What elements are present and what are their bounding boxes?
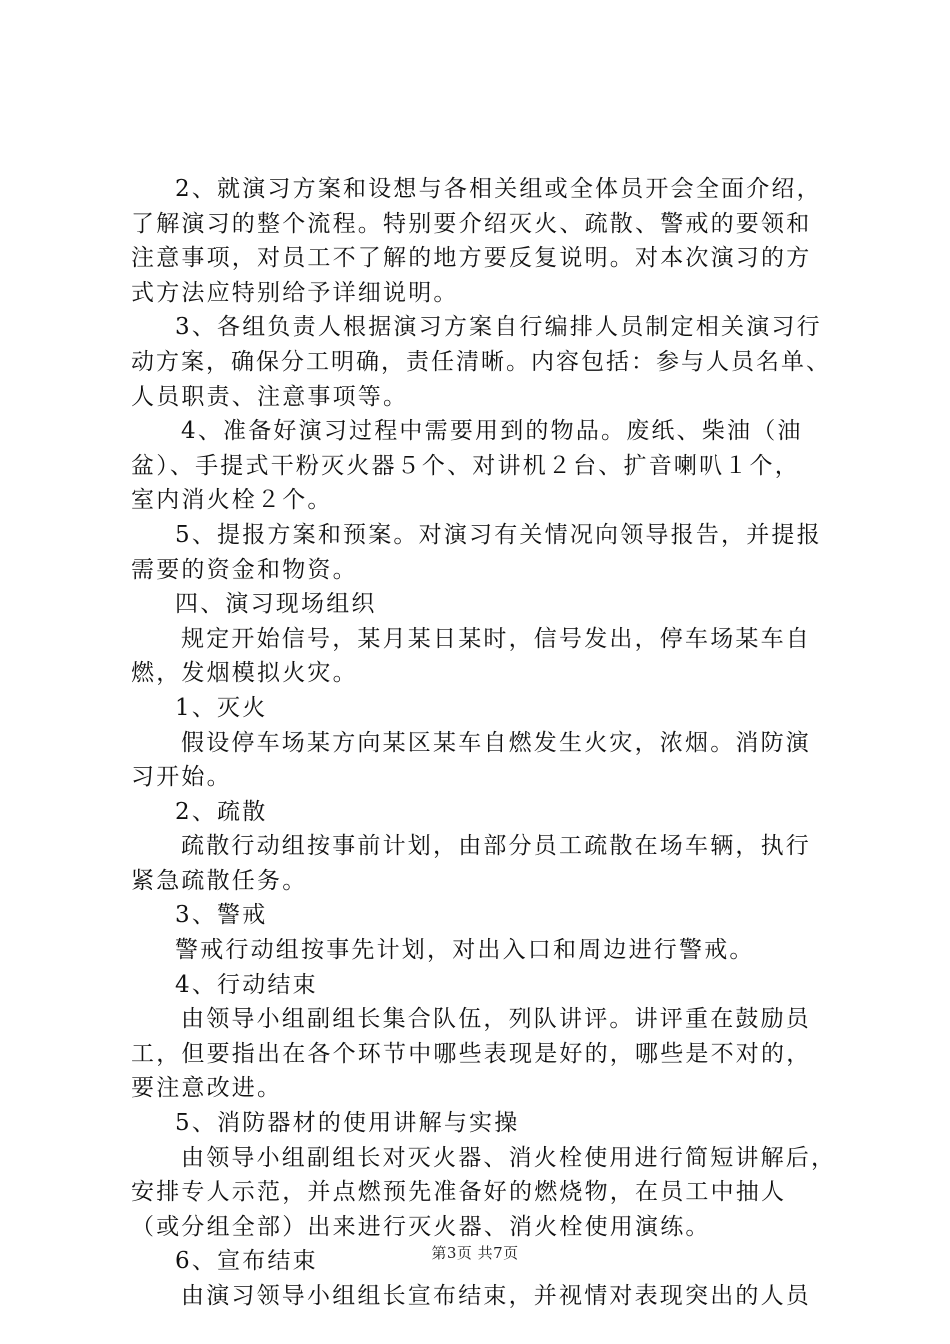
text-line: 3、各组负责人根据演习方案自行编排人员制定相关演习行 xyxy=(175,314,822,341)
text-line: 4、行动结束 xyxy=(175,971,318,998)
text-line: 警戒行动组按事先计划，对出入口和周边进行警戒。 xyxy=(175,937,755,964)
text-line: 5、提报方案和预案。对演习有关情况向领导报告，并提报 xyxy=(175,521,822,548)
text-line: 盆）、手提式干粉灭火器５个、对讲机２台、扩音喇叭１个， xyxy=(131,452,800,479)
page-footer: 第3页 共7页 xyxy=(431,1244,519,1262)
text-line: 2、就演习方案和设想与各相关组或全体员开会全面介绍， xyxy=(175,176,822,202)
text-line: 燃，发烟模拟火灾。 xyxy=(131,660,358,687)
text-line: 工，但要指出在各个环节中哪些表现是好的，哪些是不对的， xyxy=(131,1040,812,1067)
text-line: 了解演习的整个流程。特别要介绍灭火、疏散、警戒的要领和 xyxy=(131,210,812,237)
text-line: 习开始。 xyxy=(131,764,232,791)
text-line: 由演习领导小组组长宣布结束，并视情对表现突出的人员 xyxy=(181,1283,811,1309)
text-line: 4、准备好演习过程中需要用到的物品。废纸、柴油（油 xyxy=(181,418,803,445)
document-body xyxy=(131,172,837,1314)
text-line: 注意事项，对员工不了解的地方要反复说明。对本次演习的方 xyxy=(131,245,812,272)
text-line: 3、警戒 xyxy=(175,902,268,929)
text-line: 室内消火栓２个。 xyxy=(131,487,333,514)
text-line: 式方法应特别给予详细说明。 xyxy=(131,279,459,306)
text-line: 四、演习现场组织 xyxy=(175,591,377,618)
text-line: 安排专人示范，并点燃预先准备好的燃烧物，在员工中抽人 xyxy=(131,1179,787,1206)
text-line: 动方案，确保分工明确，责任清晰。内容包括：参与人员名单、 xyxy=(131,348,831,375)
text-line: 要注意改进。 xyxy=(131,1075,283,1102)
text-line: 1、灭火 xyxy=(175,694,268,721)
text-line: 规定开始信号，某月某日某时，信号发出，停车场某车自 xyxy=(181,625,811,652)
text-line: 由领导小组副组长对灭火器、消火栓使用进行简短讲解后， xyxy=(181,1144,837,1171)
text-line: 6、宣布结束 xyxy=(175,1248,318,1275)
text-line: 5、消防器材的使用讲解与实操 xyxy=(175,1110,520,1137)
text-line: 2、疏散 xyxy=(175,798,268,825)
text-line: 疏散行动组按事前计划，由部分员工疏散在场车辆，执行 xyxy=(181,833,811,860)
text-line: （或分组全部）出来进行灭火器、消火栓使用演练。 xyxy=(131,1213,711,1240)
text-line: 紧急疏散任务。 xyxy=(131,867,308,894)
text-line: 人员职责、注意事项等。 xyxy=(131,383,409,410)
text-line: 假设停车场某方向某区某车自燃发生火灾，浓烟。消防演 xyxy=(181,729,811,756)
text-line: 由领导小组副组长集合队伍，列队讲评。讲评重在鼓励员 xyxy=(181,1006,811,1033)
text-line: 需要的资金和物资。 xyxy=(131,556,358,583)
